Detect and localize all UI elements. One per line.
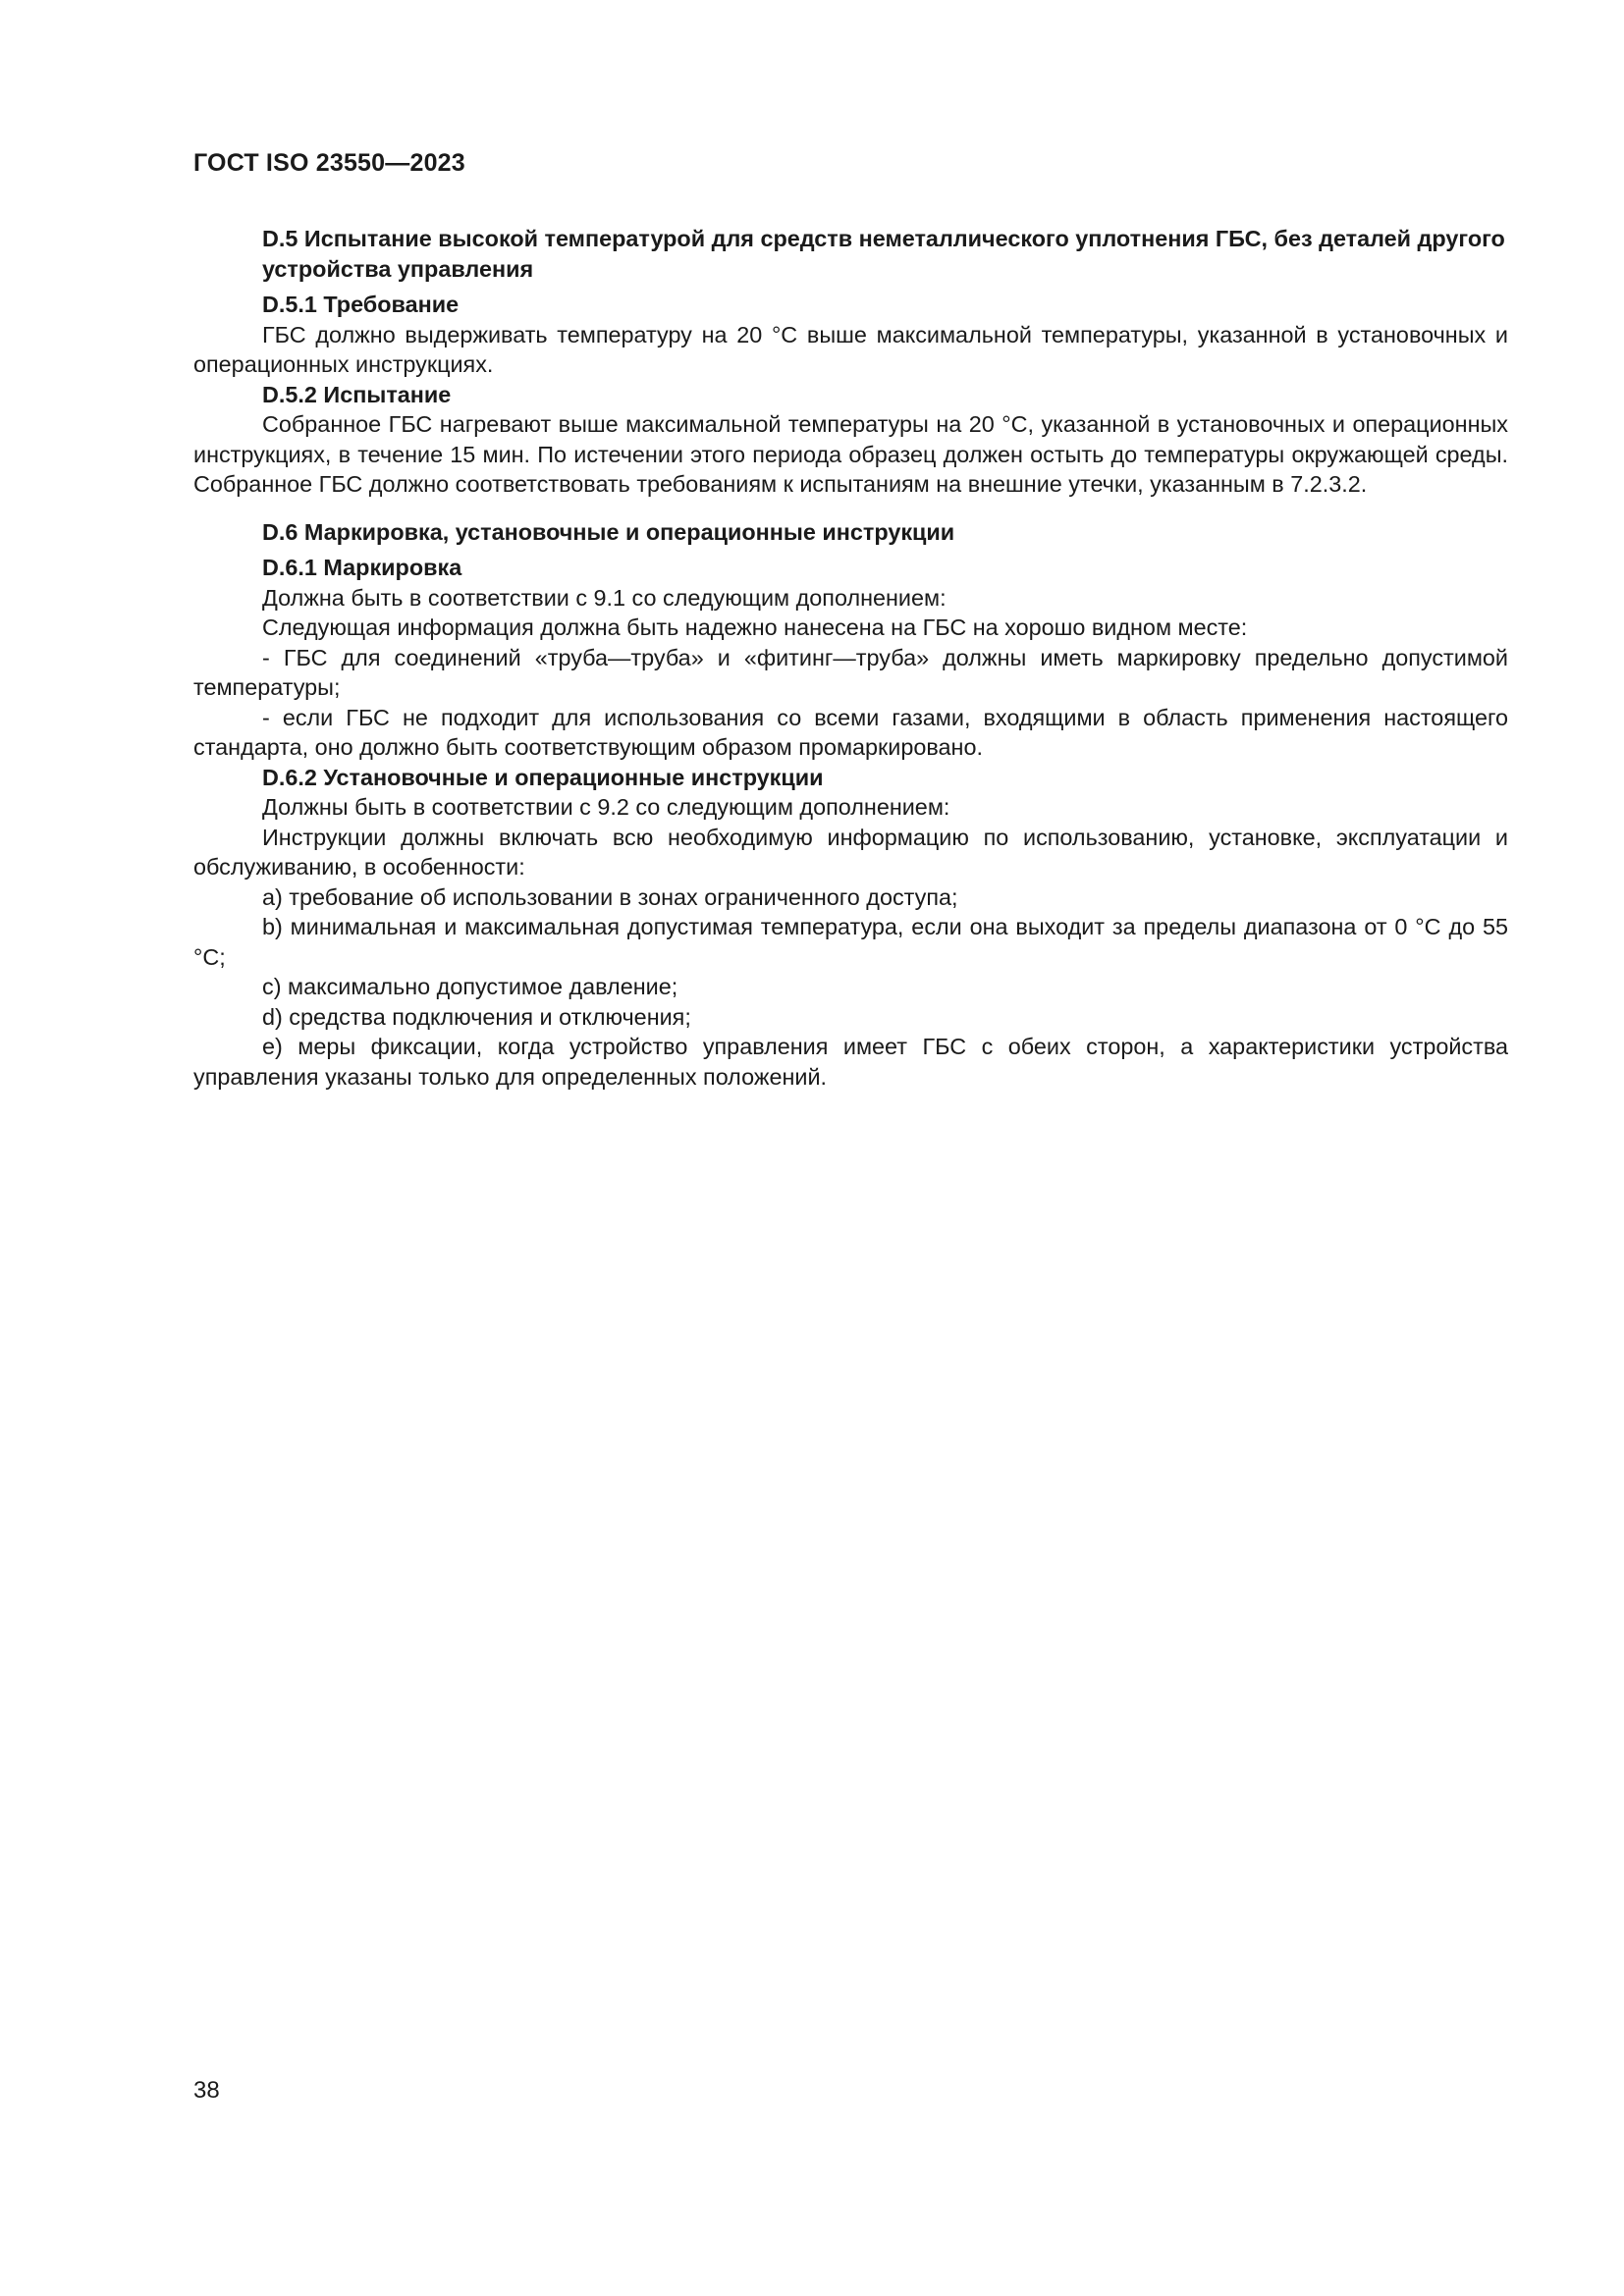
document-header: ГОСТ ISO 23550—2023: [193, 149, 465, 177]
section-d6-2-heading: D.6.2 Установочные и операционные инструкции: [262, 764, 824, 790]
section-d5-heading: D.5 Испытание высокой температурой для средств неметаллического уплотнения ГБС, без деталей другого устройства управления: [262, 226, 1505, 282]
section-d6-1-paragraph: - если ГБС не подходит для использования со всеми газами, входящими в область применения настоящего стандарта, оно должно быть соответствующим образом промаркировано.: [193, 704, 1508, 760]
section-d6-1-paragraph: Следующая информация должна быть надежно нанесена на ГБС на хорошо видном месте:: [262, 614, 1248, 640]
section-d6-2-paragraph: Инструкции должны включать всю необходимую информацию по использованию, установке, эксплуатации и обслуживанию, в особенности:: [193, 824, 1508, 880]
list-item: c) максимально допустимое давление;: [262, 974, 678, 999]
section-d6-1-paragraph: Должна быть в соответствии с 9.1 со следующим дополнением:: [262, 584, 947, 611]
section-d6-2-paragraph: Должны быть в соответствии с 9.2 со следующим дополнением:: [262, 794, 950, 820]
document-body: [193, 224, 1508, 1092]
section-d5-2-heading: D.5.2 Испытание: [262, 381, 452, 407]
section-d5-1-heading: D.5.1 Требование: [262, 292, 460, 317]
section-d5-2-text: Собранное ГБС нагревают выше максимальной температуры на 20 °С, указанной в установочных и операционных инструкциях, в течение 15 мин. По истечении этого периода образец должен остыть до температуры окружающей среды. Собранное ГБС должно соответствовать требованиям к испытаниям на внешние утечки, указанным в 7.2.3.2.: [193, 411, 1508, 497]
list-item: b) минимальная и максимальная допустимая температура, если она выходит за пределы диапазона от 0 °С до 55 °С;: [193, 914, 1508, 970]
section-d6-heading: D.6 Маркировка, установочные и операционные инструкции: [262, 518, 955, 545]
list-item: d) средства подключения и отключения;: [262, 1003, 691, 1030]
page-number: 38: [193, 2077, 220, 2104]
section-d6-1-paragraph: - ГБС для соединений «труба—труба» и «фитинг—труба» должны иметь маркировку предельно допустимой температуры;: [193, 644, 1508, 700]
list-item: a) требование об использовании в зонах ограниченного доступа;: [262, 883, 958, 910]
section-d5-1-text: ГБС должно выдерживать температуру на 20 °С выше максимальной температуры, указанной в установочных и операционных инструкциях.: [193, 321, 1508, 377]
list-item: e) меры фиксации, когда устройство управления имеет ГБС с обеих сторон, а характеристики устройства управления указаны только для определенных положений.: [193, 1034, 1508, 1090]
section-d6-1-heading: D.6.1 Маркировка: [262, 555, 462, 580]
